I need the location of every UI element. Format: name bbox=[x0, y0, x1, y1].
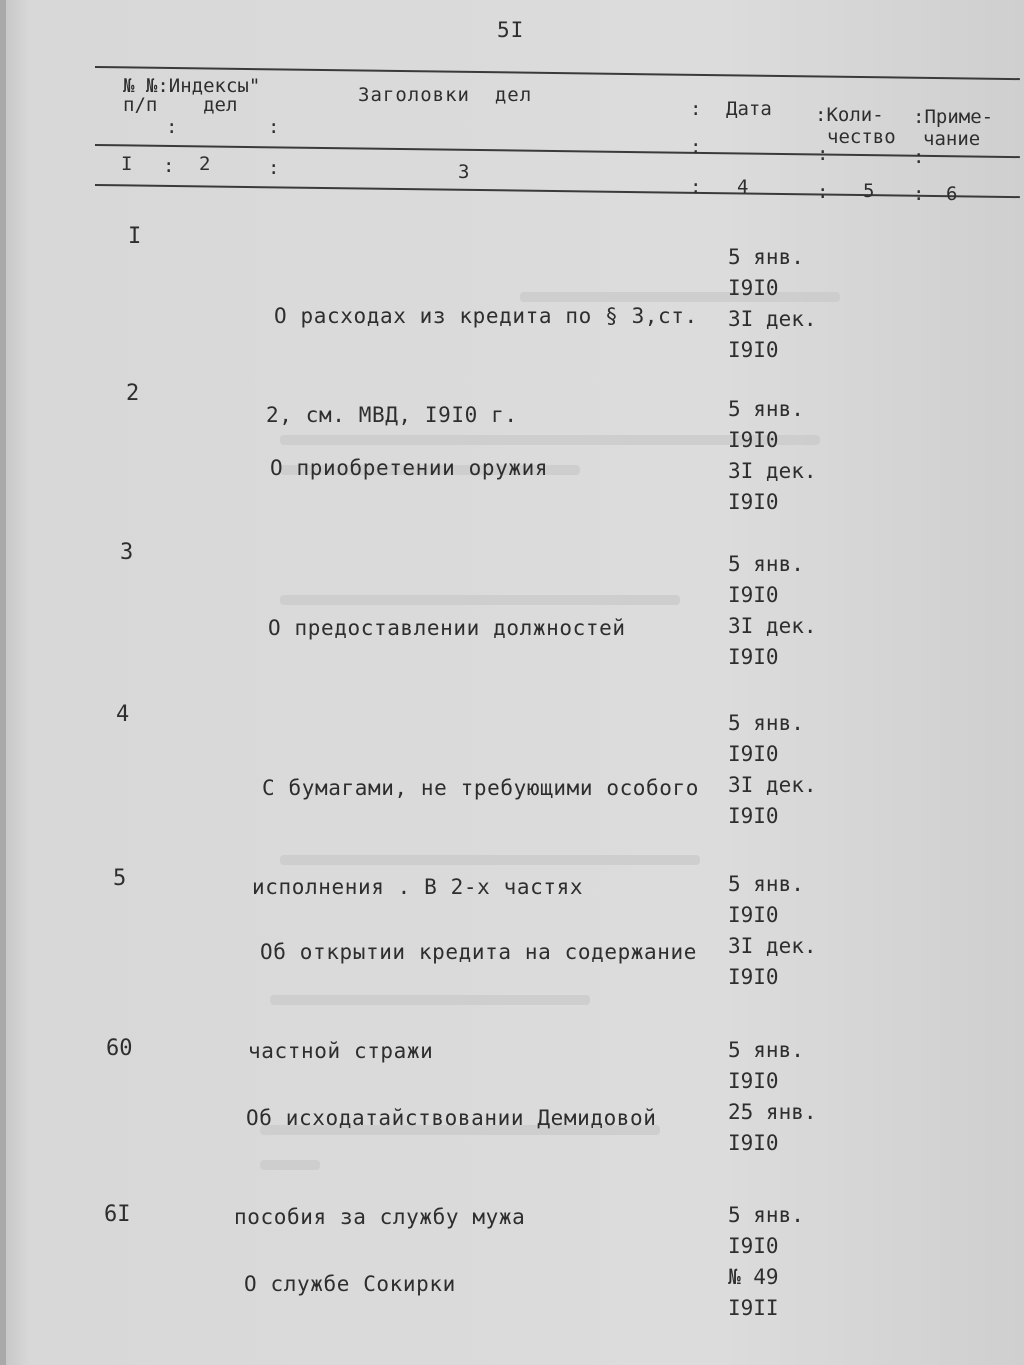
row-number: 60 bbox=[106, 1036, 133, 1061]
date-line: 3I дек. bbox=[728, 459, 817, 483]
row-date bbox=[728, 708, 817, 832]
date-line: I9I0 bbox=[728, 742, 779, 766]
page-edge bbox=[0, 0, 6, 1365]
row-date bbox=[728, 549, 817, 673]
col-number-6: 6 bbox=[946, 183, 958, 205]
date-line: I9I0 bbox=[728, 1131, 779, 1155]
date-line: 3I дек. bbox=[728, 614, 817, 638]
row-date bbox=[728, 242, 817, 366]
date-line: I9I0 bbox=[728, 338, 779, 362]
header-colon: : bbox=[166, 116, 178, 138]
header-note-1: :Приме- bbox=[913, 106, 994, 128]
row-number: 6I bbox=[104, 1202, 131, 1227]
header-colon: : bbox=[817, 181, 829, 203]
title-line: О службе Сокирки bbox=[244, 1272, 456, 1296]
header-colon: : bbox=[268, 116, 280, 138]
col-number-4: 4 bbox=[737, 176, 749, 198]
row-title bbox=[244, 1202, 456, 1365]
header-col1b: п/п дел bbox=[123, 94, 238, 116]
title-line: С бумагами, не требующими особого bbox=[262, 776, 700, 800]
row-number: 2 bbox=[126, 381, 140, 406]
row-number: 5 bbox=[113, 866, 127, 891]
date-line: 5 янв. bbox=[728, 245, 804, 269]
date-line: 5 янв. bbox=[728, 711, 804, 735]
date-line: I9II bbox=[728, 1296, 779, 1320]
row-date bbox=[728, 869, 817, 993]
title-line: О расходах из кредита по § 3,ст. bbox=[274, 304, 698, 328]
date-line: 5 янв. bbox=[728, 1038, 804, 1062]
title-line: Об исходатайствовании Демидовой bbox=[246, 1106, 657, 1130]
date-line: I9I0 bbox=[728, 965, 779, 989]
date-line: I9I0 bbox=[728, 583, 779, 607]
header-colon: : bbox=[913, 183, 925, 205]
header-colon: : bbox=[690, 136, 702, 158]
date-line: I9I0 bbox=[728, 276, 779, 300]
date-line: I9I0 bbox=[728, 490, 779, 514]
row-date bbox=[728, 1035, 817, 1159]
page-number: 5I bbox=[497, 18, 525, 42]
row-date bbox=[728, 1200, 804, 1324]
title-line: 2, см. МВД, I9I0 г. bbox=[266, 403, 518, 427]
date-line: 5 янв. bbox=[728, 552, 804, 576]
header-colon: : bbox=[817, 143, 829, 165]
title-line: частной стражи bbox=[248, 1039, 434, 1063]
date-line: 3I дек. bbox=[728, 307, 817, 331]
date-line: I9I0 bbox=[728, 428, 779, 452]
col-number-2: 2 bbox=[199, 153, 211, 175]
date-line: 5 янв. bbox=[728, 397, 804, 421]
date-line: № 49 bbox=[728, 1265, 779, 1289]
row-number: 3 bbox=[120, 540, 134, 565]
date-line: 3I дек. bbox=[728, 773, 817, 797]
date-line: 5 янв. bbox=[728, 872, 804, 896]
col-number-5: 5 bbox=[863, 180, 875, 202]
header-date: Дата bbox=[726, 98, 772, 120]
header-quantity-2: чество bbox=[827, 126, 896, 148]
col-number-1: I bbox=[121, 153, 133, 175]
date-line: 5 янв. bbox=[728, 1203, 804, 1227]
header-titles: Заголовки дел bbox=[358, 84, 533, 106]
header-bottom-rule bbox=[95, 184, 1020, 198]
col-number-3: 3 bbox=[458, 161, 470, 183]
row-title bbox=[268, 546, 626, 711]
date-line: I9I0 bbox=[728, 1234, 779, 1258]
title-line: О предоставлении должностей bbox=[268, 616, 626, 640]
date-line: I9I0 bbox=[728, 804, 779, 828]
header-colon: : bbox=[690, 98, 702, 120]
header-note-2: чание bbox=[923, 128, 981, 150]
date-line: I9I0 bbox=[728, 903, 779, 927]
title-line: О приобретении оружия bbox=[270, 456, 549, 480]
header-colon: : bbox=[690, 176, 702, 198]
header-colon: : bbox=[163, 155, 175, 177]
row-date bbox=[728, 394, 817, 518]
header-colon: : bbox=[913, 146, 925, 168]
title-line: пособия за службу мужа bbox=[234, 1205, 526, 1229]
date-line: I9I0 bbox=[728, 645, 779, 669]
title-line: Об открытии кредита на содержание bbox=[260, 940, 698, 964]
row-number: 4 bbox=[116, 702, 130, 727]
header-col1: № №:Индексы" bbox=[123, 75, 261, 97]
header-quantity-1: :Коли- bbox=[815, 104, 884, 126]
date-line: I9I0 bbox=[728, 1069, 779, 1093]
date-line: 3I дек. bbox=[728, 934, 817, 958]
row-number: I bbox=[128, 224, 142, 249]
header-colon: : bbox=[268, 157, 280, 179]
date-line: 25 янв. bbox=[728, 1100, 817, 1124]
row-title bbox=[270, 386, 548, 551]
title-line: исполнения . В 2-х частях bbox=[252, 875, 584, 899]
